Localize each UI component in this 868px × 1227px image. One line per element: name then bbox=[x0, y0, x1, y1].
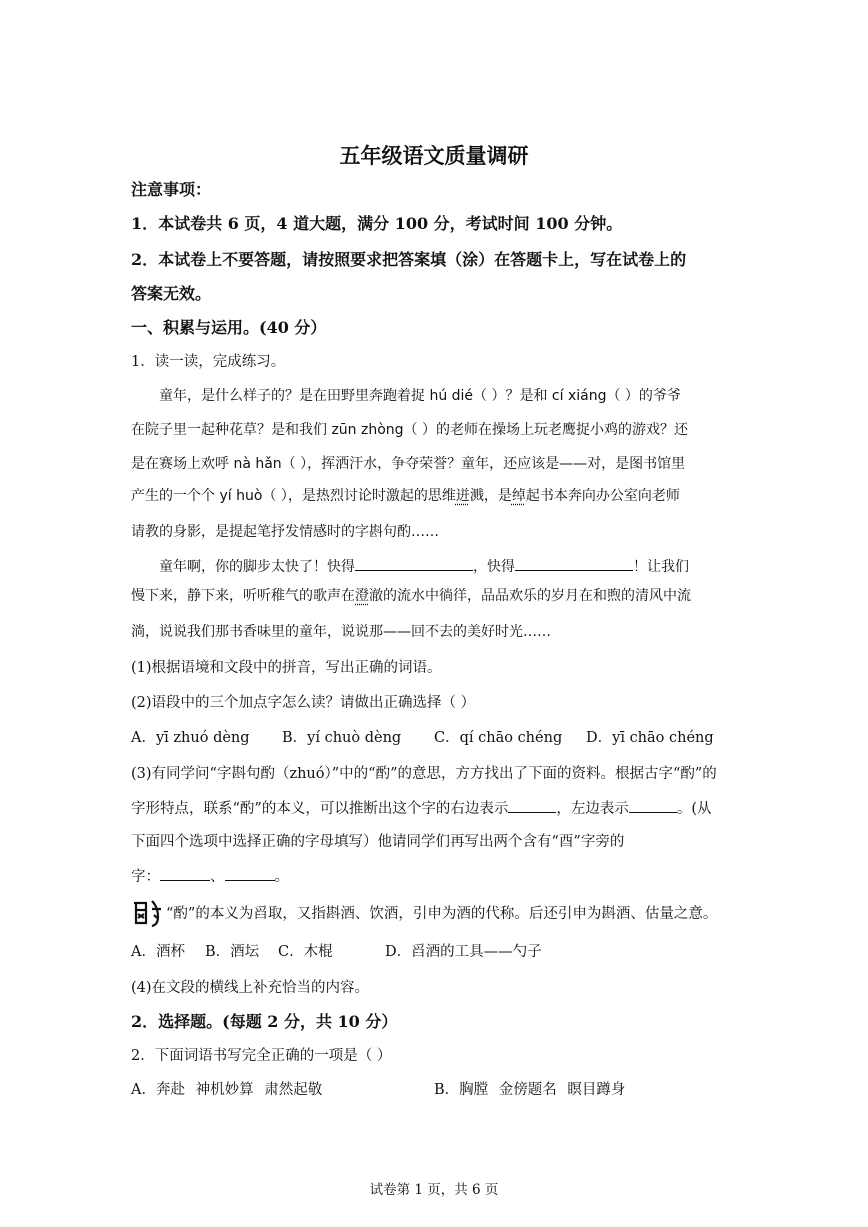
sub-question-2: (2)语段中的三个加点字怎么读？请做出正确选择（ ） bbox=[131, 695, 476, 711]
option-a: A．yī zhuó dèng bbox=[131, 730, 250, 746]
option-c: C．qí chāo chéng bbox=[434, 730, 563, 746]
sub-question-3-cont: 字： 、 。 bbox=[131, 866, 289, 887]
ancient-glyph-zhuo-icon bbox=[131, 897, 165, 929]
answer-blank bbox=[629, 798, 677, 813]
notice-item-2-cont: 答案无效。 bbox=[131, 284, 212, 303]
answer-blank bbox=[508, 798, 556, 813]
dotted-char: 迸 bbox=[455, 488, 470, 504]
page-footer: 试卷第 1 页，共 6 页 bbox=[369, 1182, 499, 1198]
passage-line: 淌，说说我们那书香味里的童年，说说那——回不去的美好时光…… bbox=[131, 624, 551, 640]
dotted-char: 绰 bbox=[511, 488, 526, 504]
passage-line: 是在赛场上欢呼 nà hǎn（ ），挥洒汗水，争夺荣誉？童年，还应该是——对，是图书馆里 bbox=[131, 456, 686, 472]
option-d: D．yī chāo chéng bbox=[586, 730, 714, 746]
sub-question-4: (4)在文段的横线上补充恰当的内容。 bbox=[131, 980, 370, 996]
option-d: D．舀酒的工具——勺子 bbox=[385, 944, 542, 960]
glyph-note: “酌”的本义为舀取，又指斟酒、饮酒，引申为酒的代称。后还引申为斟酒、估量之意。 bbox=[166, 906, 718, 922]
passage-line: 童年，是什么样子的？是在田野里奔跑着捉 hú dié（ ）？是和 cí xiáng（ ）的爷爷 bbox=[159, 388, 681, 404]
option-a: A．酒杯 bbox=[131, 944, 185, 960]
notice-item-2: 2．本试卷上不要答题，请按照要求把答案填（涂）在答题卡上，写在试卷上的 bbox=[131, 250, 687, 269]
passage-line: 请教的身影，是提起笔抒发情感时的字斟句酌…… bbox=[131, 524, 439, 540]
passage-line: 在院子里一起种花草？是和我们 zūn zhòng（ ）的老师在操场上玩老鹰捉小鸡的游戏？还 bbox=[131, 422, 688, 438]
notice-item-1: 1．本试卷共 6 页，4 道大题，满分 100 分，考试时间 100 分钟。 bbox=[131, 214, 623, 233]
passage-line: 产生的一个个 yí huò（ ），是热烈讨论时激起的思维迸溅，是绰起书本奔向办公室向老师 bbox=[131, 488, 680, 504]
answer-blank bbox=[515, 556, 633, 571]
passage-line: 童年啊，你的脚步太快了！快得 ，快得 ！让我们 bbox=[159, 556, 769, 577]
page-title: 五年级语文质量调研 bbox=[339, 143, 529, 168]
sub-question-1: (1)根据语境和文段中的拼音，写出正确的词语。 bbox=[131, 660, 442, 676]
option-b: B．酒坛 bbox=[205, 944, 260, 960]
option-a: A．奔赴 神机妙算 肃然起敬 bbox=[131, 1082, 323, 1098]
passage-line: 慢下来，静下来，听听稚气的歌声在澄澈的流水中徜徉，品品欢乐的岁月在和煦的清风中流 bbox=[131, 588, 691, 604]
sub-question-3-cont: 字形特点，联系“酌”的本义，可以推断出这个字的右边表示 ，左边表示 。(从 bbox=[131, 798, 712, 819]
answer-blank bbox=[355, 556, 473, 571]
question-1: 1．读一读，完成练习。 bbox=[131, 354, 286, 370]
answer-blank bbox=[225, 866, 275, 881]
sub-question-3-cont: 下面四个选项中选择正确的字母填写）他请同学们再写出两个含有“酉”字旁的 bbox=[131, 834, 625, 850]
option-b: B．yí chuò dèng bbox=[282, 730, 402, 746]
section1-heading: 一、积累与运用。(40 分） bbox=[131, 318, 327, 337]
sub-question-3: (3)有同学问“字斟句酌（zhuó）”中的“酌”的意思，方方找出了下面的资料。根据古字“酌”的 bbox=[131, 766, 717, 782]
dotted-char: 澄 bbox=[355, 588, 369, 604]
option-b: B．胸膛 金傍题名 瞑目蹲身 bbox=[434, 1082, 626, 1098]
answer-blank bbox=[160, 866, 210, 881]
section2-heading: 2．选择题。(每题 2 分，共 10 分） bbox=[131, 1012, 398, 1031]
notice-heading: 注意事项： bbox=[131, 180, 212, 199]
option-c: C．木棍 bbox=[278, 944, 333, 960]
question-2: 2．下面词语书写完全正确的一项是（ ） bbox=[131, 1048, 392, 1064]
